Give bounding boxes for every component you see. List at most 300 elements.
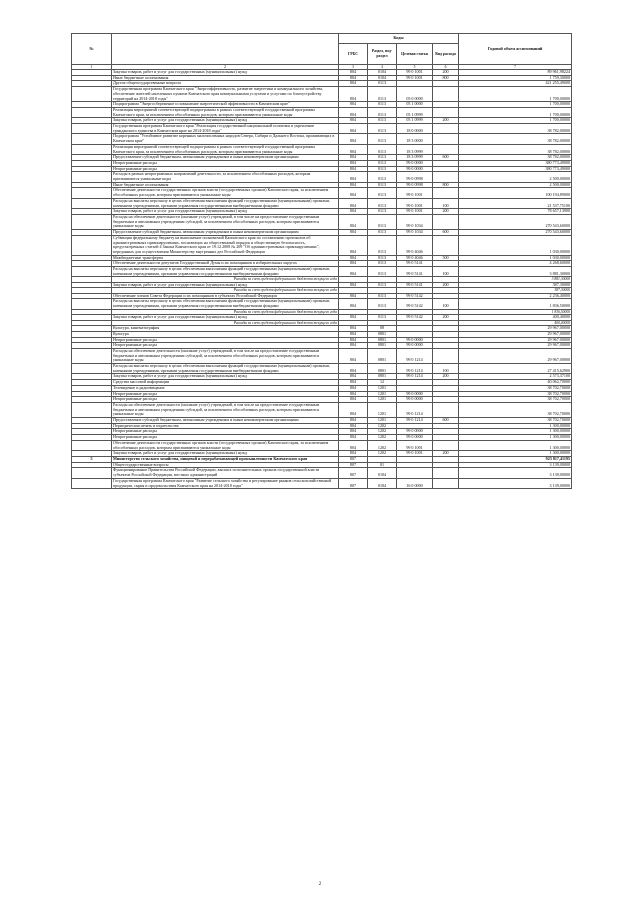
row-name-cell: Расходы на выплаты персоналу в целях обеспечения выполнения функций государственными (муниципальными) органами, казенными учреждениями, органами управления государственными внебюджетными фондами [112,364,339,374]
row-total-cell: 21 537,75100 [459,198,572,208]
row-grbs-cell: 807 [339,468,368,478]
row-razdel-cell: 0801 [368,331,397,337]
row-total-cell: 1 700,00000 [459,87,572,102]
row-razdel-cell: 0113 [368,81,397,87]
table-row [72,87,572,102]
row-vr-cell: 100 [433,364,459,374]
row-number-cell [72,468,112,478]
row-razdel-cell: 0113 [368,87,397,102]
row-number-cell [72,172,112,182]
column-number: 3 [339,65,368,70]
row-name-cell: Периодическая печать и издательства [112,423,339,429]
row-name-cell: Культура, кинематография [112,326,339,332]
row-cs-cell: 99 0 1001 [397,198,433,208]
row-razdel-cell: 1201 [368,402,397,417]
row-cs-cell: 99 0 1214 [397,374,433,380]
row-name-cell: Расходы на выплаты персоналу в целях обеспечения выполнения функций государственными (муниципальными) органами, казенными учреждениями, органами управления государственными внебюджетными фондами [112,299,339,309]
row-total-cell: 3 881,30000 [459,277,572,282]
row-name-cell: Непрограммные расходы [112,435,339,441]
row-vr-cell: 200 [433,315,459,321]
row-vr-cell [433,235,459,255]
row-number-cell [72,134,112,144]
row-name-cell: Иные бюджетные ассигнования [112,75,339,81]
row-razdel-cell: 0113 [368,230,397,236]
row-razdel-cell: 0801 [368,343,397,349]
row-cs-cell: 99 0 0998 [397,172,433,182]
row-razdel-cell: 1202 [368,423,397,429]
row-number-cell [72,144,112,154]
row-total-cell: 38 702,70000 [459,385,572,391]
row-name-cell: Непрограммные расходы [112,166,339,172]
row-grbs-cell: 804 [339,418,368,424]
table-row [72,172,572,182]
table-row [72,299,572,309]
row-razdel-cell: 12 [368,380,397,386]
table-row [72,198,572,208]
column-number: 6 [433,65,459,70]
row-razdel-cell: 0113 [368,172,397,182]
row-grbs-cell: 804 [339,364,368,374]
row-number-cell [72,402,112,417]
row-razdel-cell: 0801 [368,337,397,343]
row-cs-cell: 05 0 0000 [397,87,433,102]
row-grbs-cell: 807 [339,457,368,463]
row-vr-cell: 600 [433,155,459,161]
row-cs-cell: 18 3 0999 [397,144,433,154]
row-name-cell: Закупка товаров, работ и услуг для государственных (муниципальных) нужд [112,282,339,288]
row-cs-cell: 99 0 4046 [397,235,433,255]
row-total-cell: 1 030,00000 [459,255,572,261]
row-cs-cell: 99 0 1001 [397,440,433,450]
row-cs-cell: 99 0 0998 [397,182,433,188]
row-cs-cell: 99 0 5142 [397,315,433,321]
row-razdel-cell: 0113 [368,198,397,208]
row-total-cell: 38 782,00000 [459,155,572,161]
row-name-cell: Расходы за счет средств федерального бюджета текущего года [112,277,339,282]
row-cs-cell: 99 0 0000 [397,337,433,343]
row-grbs-cell: 807 [339,478,368,488]
row-razdel-cell: 0113 [368,315,397,321]
row-cs-cell: 99 0 1001 [397,75,433,81]
row-name-cell: Подпрограмма "Устойчивое развитие коренных малочисленных народов Севера, Сибири и Дальнего Востока, проживающих в Камчатском крае" [112,134,339,144]
table-row [72,402,572,417]
row-razdel-cell: 0113 [368,102,397,108]
row-number-cell [72,267,112,277]
row-total-cell: 2 500,00000 [459,172,572,182]
row-cs-cell: 99 0 5142 [397,293,433,299]
header-cs: Целевая статья [397,44,433,65]
row-total-cell: 2 500,00000 [459,182,572,188]
page-number: 2 [318,882,322,887]
row-name-cell: Обеспечение деятельности государственных органов власти (государственных органов) Камчатского края, за исключением обособленных расходов, которым присваиваются уникальные коды [112,440,339,450]
table-row [72,478,572,488]
row-total-cell: 29 967,00000 [459,331,572,337]
row-cs-cell: 99 0 5142 [397,299,433,309]
row-razdel-cell: 0104 [368,478,397,488]
row-number-cell [72,235,112,255]
row-cs-cell: 99 0 0000 [397,343,433,349]
row-cs-cell: 99 0 1001 [397,451,433,457]
row-total-cell: 387,30000 [459,282,572,288]
row-cs-cell: 05 1 0999 [397,118,433,124]
row-total-cell: 2 573,37100 [459,374,572,380]
column-number: 2 [112,65,339,70]
row-cs-cell: 99 0 0000 [397,435,433,441]
header-codes: Коды [339,34,459,44]
row-total-cell: 89 961,98224 [459,70,572,76]
row-grbs-cell: 804 [339,134,368,144]
row-name-cell: Подпрограмма "Энергосбережение и повышение энергетической эффективности в Камчатском крае" [112,102,339,108]
row-total-cell: 3 881,30000 [459,267,572,277]
row-vr-cell [433,478,459,488]
row-name-cell: Непрограммные расходы [112,391,339,397]
column-number: 7 [459,65,572,70]
row-razdel-cell: 01 [368,462,397,468]
row-razdel-cell: 0113 [368,188,397,198]
row-grbs-cell: 804 [339,75,368,81]
row-number-cell [72,198,112,208]
row-name-cell: Государственная программа Камчатского края "Энергоэффективность, развитие энергетики и коммунального хозяйства, обеспечение жителей населенных пунктов Камчатского края коммунальными услугами и услугами по благоустройству территорий на 2014-2018 годы" [112,87,339,102]
row-vr-cell: 200 [433,451,459,457]
table-row [72,134,572,144]
row-grbs-cell: 804 [339,331,368,337]
row-name-cell: Расходы за счет средств федерального бюджета текущего года [112,309,339,314]
row-name-cell: Межбюджетные трансферты [112,255,339,261]
row-number-cell [72,188,112,198]
row-number-cell [72,299,112,309]
row-vr-cell [433,468,459,478]
row-number-cell [72,87,112,102]
row-total-cell: 38 702,70000 [459,397,572,403]
row-total-cell: 1 300,00000 [459,423,572,429]
row-total-cell: 29 967,00000 [459,337,572,343]
row-total-cell: 3 139,00000 [459,468,572,478]
row-razdel-cell: 0113 [368,282,397,288]
row-grbs-cell: 804 [339,282,368,288]
row-vr-cell: 800 [433,182,459,188]
row-total-cell: 38 702,70000 [459,418,572,424]
row-name-cell: Закупка товаров, работ и услуг для государственных (муниципальных) нужд [112,315,339,321]
row-name-cell: Непрограммные расходы [112,160,339,166]
row-grbs-cell: 804 [339,182,368,188]
row-grbs-cell: 804 [339,397,368,403]
row-vr-cell: 200 [433,374,459,380]
row-grbs-cell: 804 [339,255,368,261]
row-name-cell: Предоставление субсидий бюджетным, автономным учреждениям и иным некоммерческим организациям [112,155,339,161]
row-vr-cell: 100 [433,198,459,208]
row-grbs-cell: 804 [339,267,368,277]
row-grbs-cell: 804 [339,230,368,236]
table-row [72,107,572,117]
row-vr-cell [433,144,459,154]
row-vr-cell [433,188,459,198]
row-vr-cell: 200 [433,70,459,76]
row-vr-cell [433,134,459,144]
row-name-cell: Министерство сельского хозяйства, пищевой и перерабатывающей промышленности Камчатского края [112,457,339,463]
row-total-cell: 38 782,00000 [459,134,572,144]
row-total-cell: 923 817,41195 [459,457,572,463]
row-total-cell: 29 967,00000 [459,326,572,332]
row-grbs-cell: 804 [339,380,368,386]
row-razdel-cell: 0104 [368,70,397,76]
row-razdel-cell: 0113 [368,124,397,134]
row-razdel-cell: 0113 [368,235,397,255]
row-total-cell: 400,40000 [459,320,572,325]
column-number: 5 [397,65,433,70]
row-grbs-cell: 804 [339,261,368,267]
row-name-cell: Обеспечение деятельности государственных органов власти (государственных органов) Камчатского края, за исключением обособленных расходов, которым присваиваются уникальные коды [112,188,339,198]
row-razdel-cell: 0113 [368,107,397,117]
row-name-cell: Культура [112,331,339,337]
row-cs-cell: 18 0 0000 [397,124,433,134]
row-vr-cell: 200 [433,118,459,124]
row-name-cell: Телевидение и радиовещание [112,385,339,391]
row-name-cell: Закупка товаров, работ и услуг для государственных (муниципальных) нужд [112,209,339,215]
row-name-cell: Субвенция федеральному бюджету на выполнение полномочий Камчатского края по составлению протоколов об административных правонарушениях, посягающих на общественный порядок и общественную безопасность, предусмотренных статьей 4 Закона Камчатского края от 19.12.2008 № 209 "Об административных правонарушениях", переданных для осуществления Министерству внутренних дел Российской Федерации [112,235,339,255]
row-grbs-cell: 804 [339,87,368,102]
row-cs-cell: 99 0 0000 [397,166,433,172]
row-total-cell: 38 702,70000 [459,402,572,417]
row-name-cell: Закупка товаров, работ и услуг для государственных (муниципальных) нужд [112,451,339,457]
row-total-cell: 400,40000 [459,315,572,321]
row-razdel-cell: 1202 [368,440,397,450]
row-total-cell: 2 236,40000 [459,293,572,299]
row-cs-cell: 99 0 0000 [397,429,433,435]
row-number-cell [72,107,112,117]
row-grbs-cell: 804 [339,402,368,417]
row-razdel-cell: 1201 [368,385,397,391]
row-name-cell: Обеспечение деятельности депутатов Государственной Думы и их помощников в избирательных округах [112,261,339,267]
row-cs-cell: 99 0 1034 [397,214,433,229]
row-grbs-cell: 804 [339,118,368,124]
row-name-cell: Расходы на обеспечение деятельности (оказание услуг) учреждений, в том числе на предоставление государственным бюджетным и автономным учреждениям субсидий, за исключением обособленных расходов, которым присваиваются уникальные коды [112,402,339,417]
table-row [72,468,572,478]
row-razdel-cell: 0113 [368,118,397,124]
row-number-cell [72,478,112,488]
row-name-cell: Функционирование Правительства Российской Федерации, высших исполнительных органов государственной власти субъектов Российской Федерации, местных администраций [112,468,339,478]
row-grbs-cell: 804 [339,429,368,435]
row-grbs-cell: 804 [339,160,368,166]
row-razdel-cell: 0113 [368,134,397,144]
row-grbs-cell: 804 [339,81,368,87]
row-razdel-cell: 1201 [368,397,397,403]
row-name-cell: Непрограммные расходы [112,397,339,403]
row-name-cell: Реализация мероприятий соответствующей подпрограммы в рамках соответствующей государственной программы Камчатского края, за исключением обособленных расходов, которым присваиваются уникальные коды [112,107,339,117]
row-vr-cell: 200 [433,282,459,288]
row-name-cell: Расходы за счет средств федерального бюджета текущего года [112,320,339,325]
row-grbs-cell: 804 [339,391,368,397]
row-total-cell: 1 300,00000 [459,435,572,441]
row-razdel-cell: 0113 [368,209,397,215]
row-grbs-cell: 804 [339,293,368,299]
row-total-cell: 29 967,00000 [459,348,572,363]
row-cs-cell: 99 0 1001 [397,209,433,215]
row-name-cell: Общегосударственные вопросы [112,462,339,468]
row-cs-cell: 99 0 1214 [397,402,433,417]
table-row [72,348,572,363]
row-grbs-cell: 804 [339,70,368,76]
row-razdel-cell: 1202 [368,435,397,441]
row-total-cell: 380 773,49000 [459,160,572,166]
row-grbs-cell: 804 [339,435,368,441]
row-cs-cell [397,468,433,478]
row-vr-cell: 500 [433,255,459,261]
header-name [112,34,339,65]
row-grbs-cell: 804 [339,209,368,215]
row-number-cell [72,440,112,450]
row-cs-cell: 05 1 0000 [397,102,433,108]
row-razdel-cell: 1201 [368,418,397,424]
row-name-cell: Реализация мероприятий соответствующей подпрограммы в рамках соответствующей государственной программы Камчатского края, за исключением обособленных расходов, которым присваиваются уникальные коды [112,144,339,154]
row-vr-cell: 100 [433,267,459,277]
row-razdel-cell: 0104 [368,468,397,478]
row-grbs-cell: 804 [339,198,368,208]
row-name-cell: Закупка товаров, работ и услуг для государственных (муниципальных) нужд [112,70,339,76]
row-vr-cell: 100 [433,299,459,309]
row-cs-cell: 18 3 0000 [397,134,433,144]
row-grbs-cell: 804 [339,385,368,391]
row-razdel-cell: 0113 [368,155,397,161]
row-cs-cell: 99 0 5141 [397,267,433,277]
row-razdel-cell: 0113 [368,214,397,229]
table-row [72,188,572,198]
row-razdel-cell: 0113 [368,261,397,267]
row-name-cell: Средства массовой информации [112,380,339,386]
row-cs-cell: 99 0 1001 [397,70,433,76]
column-number: 4 [368,65,397,70]
row-total-cell: 1 700,00000 [459,107,572,117]
row-total-cell: 4 268,60000 [459,261,572,267]
row-grbs-cell: 804 [339,214,368,229]
row-total-cell: 3 139,00000 [459,462,572,468]
row-grbs-cell: 804 [339,423,368,429]
row-vr-cell [433,107,459,117]
row-grbs-cell: 804 [339,155,368,161]
row-number-cell [72,124,112,134]
row-name-cell: Расходы в рамках непрограммных направлений деятельности, за исключением обособленных расходов, которым присваиваются уникальные коды [112,172,339,182]
row-cs-cell: 99 0 0000 [397,391,433,397]
row-total-cell: 29 967,00000 [459,343,572,349]
row-cs-cell: 18 3 0999 [397,155,433,161]
row-cs-cell: 99 0 1001 [397,188,433,198]
row-grbs-cell: 804 [339,188,368,198]
table-row [72,364,572,374]
row-grbs-cell: 804 [339,374,368,380]
row-name-cell: Предоставление субсидий бюджетным, автономным учреждениям и иным некоммерческим организациям [112,418,339,424]
row-vr-cell [433,214,459,229]
row-vr-cell: 800 [433,75,459,81]
row-name-cell: Расходы на обеспечение деятельности (оказание услуг) учреждений, в том числе на предоставление государственным бюджетным и автономным учреждениям субсидий, за исключением обособленных расходов, которым присваиваются уникальные коды [112,214,339,229]
header-total: Годовой объем ассигнований [459,34,572,65]
row-total-cell: 1 700,00000 [459,102,572,108]
table-header [72,34,572,70]
row-razdel-cell: 0113 [368,293,397,299]
row-total-cell: 387,30000 [459,288,572,293]
row-name-cell: Непрограммные расходы [112,337,339,343]
row-grbs-cell: 804 [339,102,368,108]
row-number-cell: 5 [72,457,112,463]
row-name-cell: Государственная программа Камчатского края "Реализация государственной национальной политики и укрепление гражданского единства в Камчатском крае на 2014-2018 годы" [112,124,339,134]
row-grbs-cell: 804 [339,343,368,349]
row-grbs-cell: 804 [339,451,368,457]
row-name-cell: Расходы на выплаты персоналу в целях обеспечения выполнения функций государственными (муниципальными) органами, казенными учреждениями, органами управления государственными внебюджетными фондами [112,267,339,277]
row-razdel-cell: 0113 [368,166,397,172]
row-cs-cell: 16 0 0000 [397,478,433,488]
row-total-cell: 1 836,50000 [459,309,572,314]
row-cs-cell: 05 1 0999 [397,107,433,117]
row-total-cell: 270 543,60000 [459,214,572,229]
table-row [72,124,572,134]
row-razdel-cell: 1201 [368,391,397,397]
row-total-cell: 40 062,70000 [459,380,572,386]
row-razdel-cell: 1202 [368,429,397,435]
row-cs-cell: 99 0 1214 [397,348,433,363]
row-grbs-cell: 804 [339,166,368,172]
row-vr-cell [433,440,459,450]
row-vr-cell: 200 [433,209,459,215]
row-total-cell: 3 139,00000 [459,478,572,488]
row-vr-cell [433,124,459,134]
row-total-cell: 1 300,00000 [459,429,572,435]
row-razdel-cell: 0113 [368,182,397,188]
row-cs-cell: 99 0 5141 [397,261,433,267]
header-num: № [72,34,112,65]
row-grbs-cell: 804 [339,235,368,255]
header-vr: Вид расхода [433,44,459,65]
row-name-cell: Закупка товаров, работ и услуг для государственных (муниципальных) нужд [112,118,339,124]
table-body [72,70,572,489]
column-number: 1 [72,65,112,70]
row-razdel-cell: 0113 [368,267,397,277]
row-total-cell: 270 543,60000 [459,230,572,236]
row-razdel-cell: 0113 [368,144,397,154]
row-cs-cell: 99 0 1214 [397,418,433,424]
row-total-cell: 38 782,00000 [459,124,572,134]
row-razdel-cell: 0113 [368,255,397,261]
row-razdel-cell: 0113 [368,299,397,309]
header-razdel: Раздел, под-раздел [368,44,397,65]
row-grbs-cell: 804 [339,326,368,332]
row-grbs-cell: 807 [339,462,368,468]
row-cs-cell: 99 0 4046 [397,255,433,261]
row-number-cell [72,214,112,229]
table-row [72,235,572,255]
row-name-cell: Непрограммные расходы [112,429,339,435]
budget-table [71,33,572,489]
row-total-cell: 27 415,62900 [459,364,572,374]
row-name-cell: Предоставление субсидий бюджетным, автономным учреждениям и иным некоммерческим организациям [112,230,339,236]
table-row [72,440,572,450]
row-name-cell: Обеспечение членов Совета Федерации и их помощников в субъектах Российской Федерации [112,293,339,299]
row-razdel-cell: 0113 [368,160,397,166]
row-total-cell: 1 300,00000 [459,451,572,457]
table-row [72,267,572,277]
row-number-cell [72,364,112,374]
header-grbs: ГРБС [339,44,368,65]
row-razdel-cell: 1202 [368,451,397,457]
row-total-cell: 1 700,00000 [459,118,572,124]
row-name-cell: Государственная программа Камчатского края "Развитие сельского хозяйства и регулирование рынков сельскохозяйственной продукции, сырья и продовольствия Камчатского края на 2014-2018 годы" [112,478,339,488]
row-razdel-cell: 0801 [368,364,397,374]
row-total-cell: 1 759,30000 [459,75,572,81]
row-total-cell: 1 030,00000 [459,235,572,255]
row-grbs-cell: 804 [339,299,368,309]
row-total-cell: 1 836,50000 [459,299,572,309]
row-total-cell: 78 657,13900 [459,209,572,215]
row-cs-cell: 99 0 5141 [397,282,433,288]
row-total-cell: 38 702,70000 [459,391,572,397]
row-name-cell: Расходы на выплаты персоналу в целях обеспечения выполнения функций государственными (муниципальными) органами, казенными учреждениями, органами управления государственными внебюджетными фондами [112,198,339,208]
